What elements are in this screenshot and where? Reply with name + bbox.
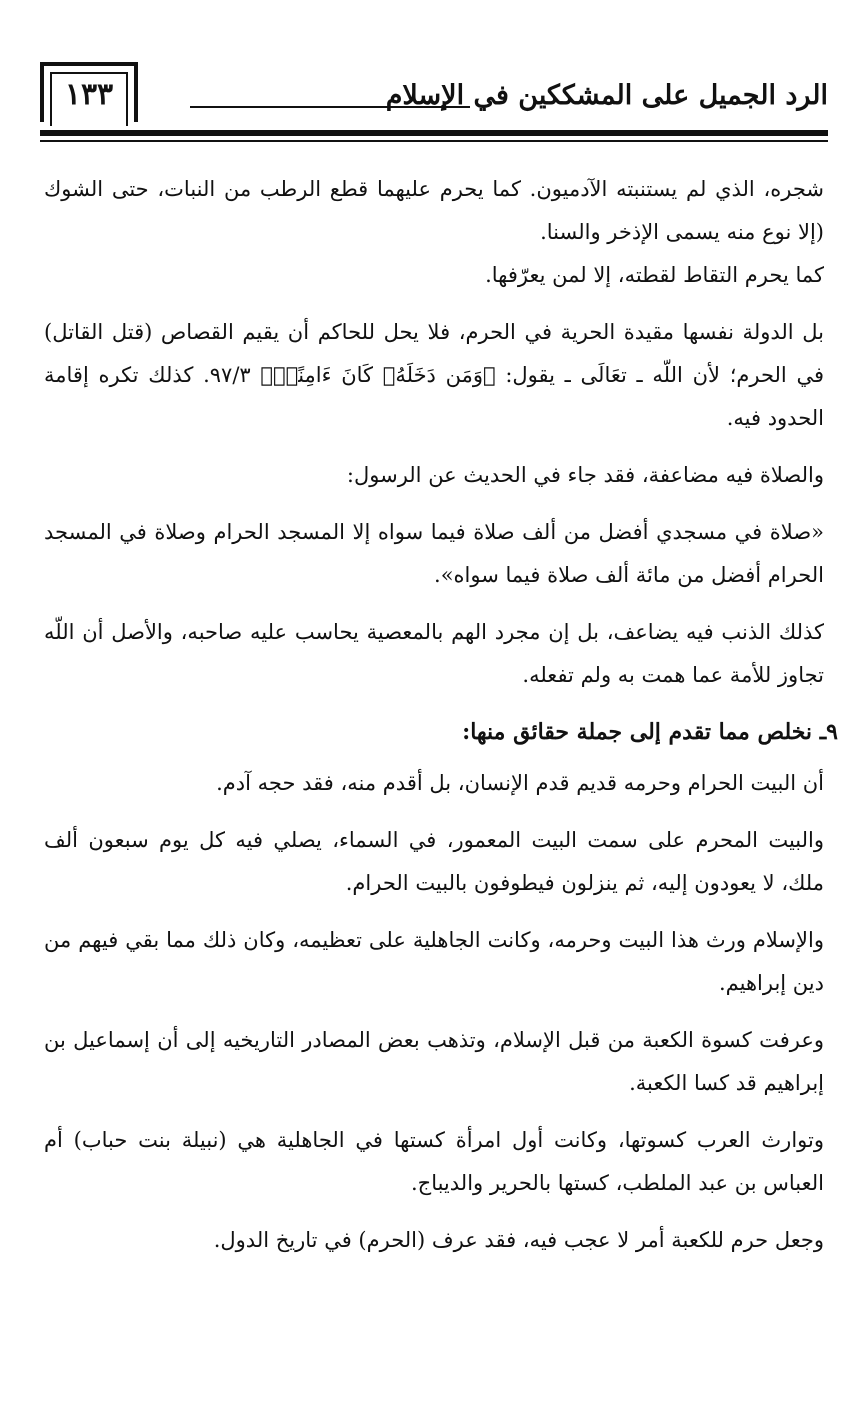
paragraph-lost-property: كما يحرم التقاط لقطته، إلا لمن يعرّفها. (485, 263, 824, 287)
paragraph-hadith: «صلاة في مسجدي أفضل من ألف صلاة فيما سواه إلا المسجد الحرام وصلاة في المسجد الحرام أفضل من مائة ألف صلاة فيما سواه». (44, 520, 824, 587)
paragraph-sin: كذلك الذنب فيه يضاعف، بل إن مجرد الهم بالمعصية يحاسب عليه صاحبه، والأصل أن اللّه تجاوز للأمة عما همت به ولم تفعله. (44, 620, 824, 687)
page-number-box (40, 62, 138, 122)
section-heading: ٩ـ نخلص مما تقدم إلى جملة حقائق منها: (462, 719, 838, 745)
fact-item: والإسلام ورث هذا البيت وحرمه، وكانت الجاهلية على تعظيمه، وكان ذلك مما بقي فيهم من دين إبراهيم. (44, 928, 824, 995)
fact-item: وجعل حرم للكعبة أمر لا عجب فيه، فقد عرف (الحرم) في تاريخ الدول. (213, 1228, 824, 1252)
header-thin-rule (40, 140, 828, 142)
paragraph-state-restricted: بل الدولة نفسها مقيدة الحرية في الحرم، فلا يحل للحاكم أن يقيم القصاص (قتل القاتل) في الحرم؛ لأن اللّه ـ تعَالَى ـ يقول: ﴿وَمَن دَخَلَهُۥ كَانَ ءَامِنًاۗ﴾ ٩٧/٣. كذلك تكره إقامة الحدود فيه. (44, 320, 824, 430)
fact-item: أن البيت الحرام وحرمه قديم قدم الإنسان، بل أقدم منه، فقد حجه آدم. (216, 771, 824, 795)
running-title: الرد الجميل على المشككين في الإسلام (385, 80, 828, 111)
fact-item: وتوارث العرب كسوتها، وكانت أول امرأة كستها في الجاهلية هي (نبيلة بنت حباب) أم العباس بن عبد الملطب، كستها بالحرير والديباج. (44, 1128, 824, 1195)
header-thick-rule (40, 130, 828, 136)
fact-item: والبيت المحرم على سمت البيت المعمور، في السماء، يصلي فيه كل يوم سبعون ألف ملك، لا يعودون إليه، ثم ينزلون فيطوفون بالبيت الحرام. (44, 828, 824, 895)
fact-item: وعرفت كسوة الكعبة من قبل الإسلام، وتذهب بعض المصادر التاريخيه إلى أن إسماعيل بن إبراهيم قد كسا الكعبة. (44, 1028, 824, 1095)
page-number: ١٣٣ (64, 76, 114, 112)
header-rule (190, 106, 470, 108)
page-body (44, 168, 838, 1276)
paragraph-trees: شجره، الذي لم يستنبته الآدميون. كما يحرم عليهما قطع الرطب من النبات، حتى الشوك (إلا نوع منه يسمى الإذخر والسنا. (44, 177, 824, 244)
paragraph-prayer: والصلاة فيه مضاعفة، فقد جاء في الحديث عن الرسول: (346, 463, 824, 487)
page-header (40, 62, 828, 142)
